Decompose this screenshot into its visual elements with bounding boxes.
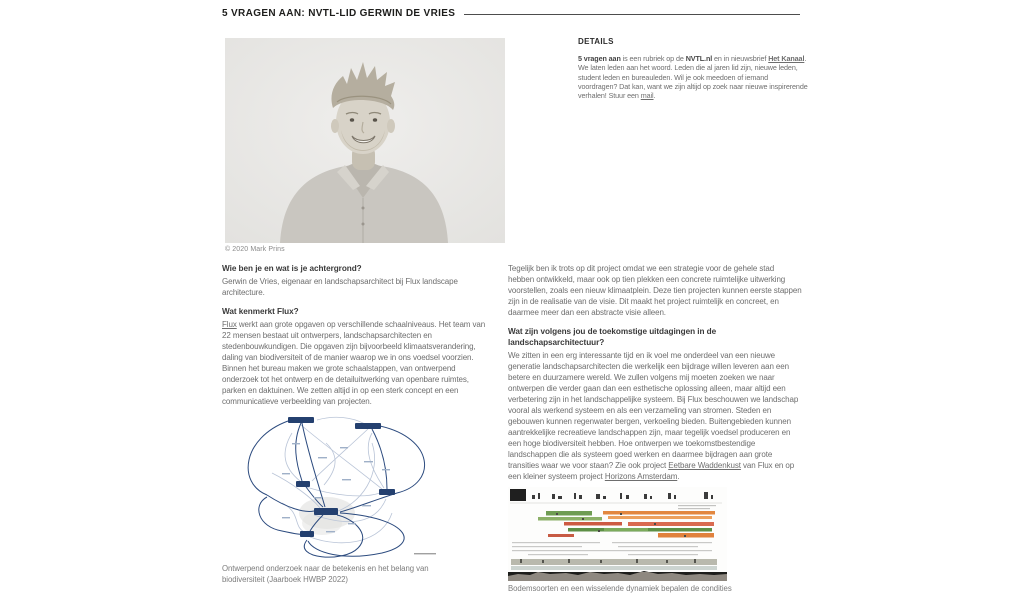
details-text-1: is een rubriek op de [620, 54, 686, 63]
question-2-answer-text: werkt aan grote opgaven op verschillende schaalniveaus. Het team van 22 mensen bestaat uit ontwerpers, landschapsarchitecten en stedenbouwkundigen. Die opgaven zijn bijvoorbeeld klimaatsverandering, daling van biodiversiteit of de manier waarop we in ons voedsel voorzien. Binnen het bureau maken we grote schaalstappen, van ontwerpend onderzoek tot het ontwerp en de detailuitwerking van openbare ruimtes, parken en daktuinen. We zetten altijd in op een sterk concept en een communicatieve verbeelding van projecten. [222, 320, 486, 406]
details-heading: DETAILS [578, 37, 614, 46]
details-text-2: en in nieuwsbrief [712, 54, 769, 63]
details-box [578, 37, 808, 100]
article-column-right [508, 263, 802, 595]
page-title: 5 VRAGEN AAN: NVTL-LID GERWIN DE VRIES [222, 8, 456, 19]
flux-link[interactable]: Flux [222, 320, 237, 329]
details-text [578, 54, 808, 100]
details-text-4: . [653, 91, 656, 101]
question-3-answer [508, 350, 802, 482]
soil-dynamics-infographic [508, 487, 727, 581]
mail-link[interactable]: mail [640, 91, 654, 101]
left-figure-caption: Ontwerpend onderzoek naar de betekenis en het belang van biodiversiteit (Jaarboek HWBP 2022) [222, 564, 429, 584]
question-3-heading: Wat zijn volgens jou de toekomstige uitdagingen in de landschapsarchitectuur? [508, 327, 717, 347]
het-kanaal-link[interactable]: Het Kanaal [768, 54, 805, 63]
horizons-amsterdam-link[interactable]: Horizons Amsterdam [604, 472, 678, 481]
question-3-answer-text-3: . [677, 472, 680, 481]
question-2-heading: Wat kenmerkt Flux? [222, 307, 299, 316]
biodiversity-network-diagram [222, 413, 500, 561]
details-intro-bold: 5 vragen aan [578, 54, 621, 63]
details-text-3: . We laten leden aan het woord. Leden die al jaren lid zijn, nieuwe leden, student leden en bureauleden. Wil je ook meedoen of iemand voordragen? Dat kan, want we zijn altijd op zoek naar nieuwe inspirerende verhalen! Stuur een [578, 54, 808, 101]
eetbare-waddenkust-link[interactable]: Eetbare Waddenkust [668, 461, 741, 470]
portrait-photo [225, 38, 505, 243]
question-1-answer: Gerwin de Vries, eigenaar en landschapsarchitect bij Flux landscape architecture. [222, 277, 458, 297]
right-figure-caption: Bodemsoorten en een wisselende dynamiek bepalen de condities [508, 584, 732, 593]
article-column-left [222, 263, 492, 585]
portrait-block [225, 38, 505, 253]
question-2-answer [222, 319, 492, 407]
details-site-bold: NVTL.nl [685, 54, 713, 63]
continued-answer: Tegelijk ben ik trots op dit project omdat we een strategie voor de gehele stad hebben ontwikkeld, maar ook op tien plekken een concrete ruimtelijke uitwerking voorstellen, zoals een nieuw klimaatplein. Deze tien projecten kunnen eerste stappen zijn in de realisatie van de visie. Dit maakt het project ruimtelijk en concreet, en daarmee meer dan een abstracte visie alleen. [508, 264, 802, 317]
question-3-answer-text-1: We zitten in een erg interessante tijd en ik voel me onderdeel van een nieuwe generatie landschapsarchitecten die werkelijk een bijdrage willen leveren aan een betere en duurzamere wereld. We zullen volgens mij moeten zoeken we naar ontwerpen die verder gaan dan een esthetische oplossing alleen, maar altijd een verbetering zijn in het landschappelijke systeem. Bij Flux beschouwen we landschap vooral als werkend systeem en als een verzameling van stromen. Steden en gebouwen kunnen regenwater bergen, verkoeling bieden. Buitengebieden kunnen aantrekkelijke recreatieve landschappen zijn, maar tegelijk voedsel produceren en een hoge biodiversiteit hebben. Hoe ontwerpen we toekomstbestendige landschappen die als systeem goed werken en daarmee bijdragen aan grote transities waar we voor staan? Zie ook project [508, 351, 799, 470]
question-3-answer-text-2: van Flux en op een kleiner systeem project [508, 461, 795, 481]
photo-credit: © 2020 Mark Prins [225, 246, 285, 253]
question-1-heading: Wie ben je en wat is je achtergrond? [222, 264, 362, 273]
page-header [222, 8, 800, 19]
header-rule [464, 14, 800, 15]
